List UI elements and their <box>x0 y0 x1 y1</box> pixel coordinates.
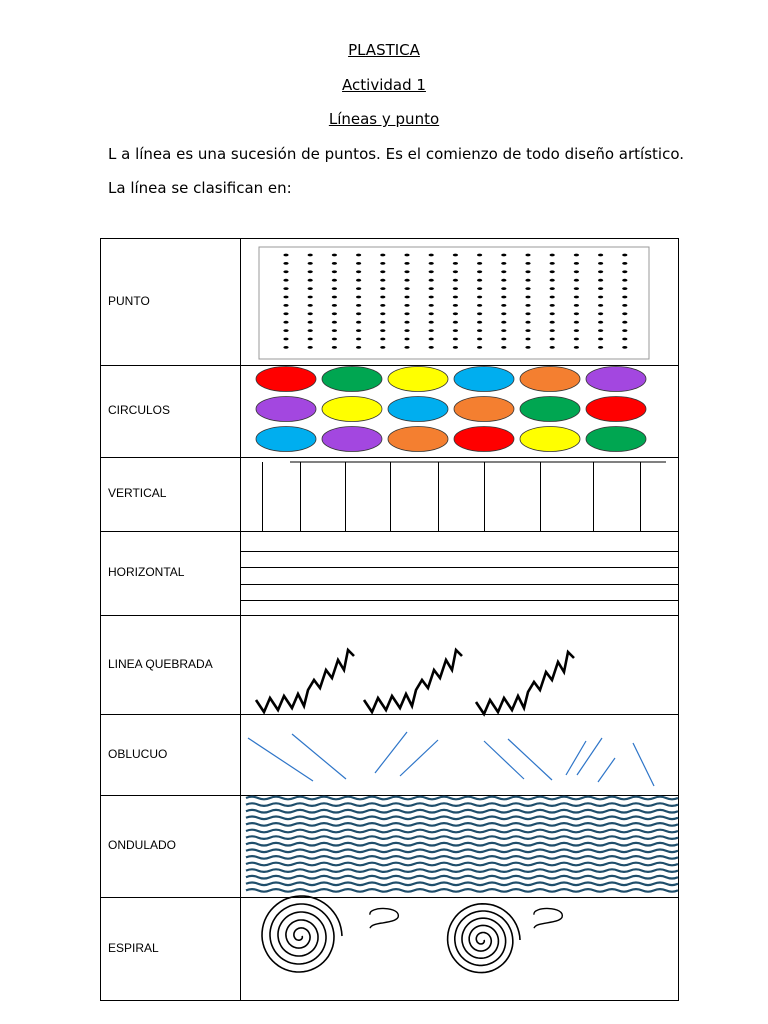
dot <box>598 346 603 349</box>
dot <box>501 329 506 332</box>
classify-text: La línea se clasifican en: <box>108 179 292 197</box>
dot <box>550 338 555 341</box>
dot <box>574 346 579 349</box>
row-label: LINEA QUEBRADA <box>108 656 213 671</box>
dot <box>574 296 579 299</box>
dot <box>332 321 337 324</box>
dot <box>525 346 530 349</box>
subject-title: PLASTICA <box>348 41 420 59</box>
dot <box>622 270 627 273</box>
dot <box>453 262 458 265</box>
dot <box>622 287 627 290</box>
dot <box>308 262 313 265</box>
dot <box>501 254 506 257</box>
dot <box>332 346 337 349</box>
dot <box>477 262 482 265</box>
dot <box>598 304 603 307</box>
dot <box>404 304 409 307</box>
colored-ovals-illustration <box>256 367 646 452</box>
dot <box>477 312 482 315</box>
dot <box>501 304 506 307</box>
dot <box>501 346 506 349</box>
dot <box>356 296 361 299</box>
dot <box>550 346 555 349</box>
dot <box>429 279 434 282</box>
wavy-line <box>246 803 678 806</box>
dot <box>574 287 579 290</box>
dot <box>453 329 458 332</box>
horizontal-lines-illustration <box>241 552 678 601</box>
dot <box>332 287 337 290</box>
color-oval <box>322 367 382 392</box>
dot <box>380 312 385 315</box>
dot <box>356 312 361 315</box>
dot <box>598 262 603 265</box>
zigzag-line <box>364 650 462 712</box>
dot <box>574 338 579 341</box>
wavy-line <box>246 810 678 813</box>
dot <box>525 254 530 257</box>
dot <box>404 346 409 349</box>
dot <box>283 270 288 273</box>
wavy-line <box>246 817 678 820</box>
dot <box>453 279 458 282</box>
dot <box>356 270 361 273</box>
dot <box>332 338 337 341</box>
oblique-line <box>400 740 438 776</box>
dot <box>332 254 337 257</box>
dot <box>380 338 385 341</box>
dot <box>622 279 627 282</box>
row-label: PUNTO <box>108 293 150 308</box>
dot <box>550 329 555 332</box>
dot <box>550 279 555 282</box>
dot <box>283 287 288 290</box>
dot <box>550 254 555 257</box>
dot <box>429 287 434 290</box>
dot <box>283 346 288 349</box>
dot <box>622 254 627 257</box>
dot <box>308 296 313 299</box>
dot <box>598 329 603 332</box>
dot <box>477 338 482 341</box>
wavy-line <box>246 830 678 833</box>
row-label: HORIZONTAL <box>108 565 185 579</box>
vertical-lines-illustration <box>263 462 667 531</box>
dot <box>308 321 313 324</box>
dot <box>429 338 434 341</box>
dot <box>356 329 361 332</box>
dot <box>525 287 530 290</box>
dot <box>550 296 555 299</box>
wavy-line <box>246 850 678 853</box>
color-oval <box>256 397 316 422</box>
dot <box>429 296 434 299</box>
wavy-line <box>246 797 678 800</box>
dot <box>525 270 530 273</box>
dot-grid-illustration <box>259 247 649 359</box>
activity-title: Actividad 1 <box>342 76 426 94</box>
dot <box>574 329 579 332</box>
dot <box>283 296 288 299</box>
dot <box>622 346 627 349</box>
wavy-line <box>246 843 678 846</box>
dot <box>356 287 361 290</box>
topic-title: Líneas y punto <box>328 110 440 128</box>
dot <box>574 254 579 257</box>
spiral-line <box>448 904 520 973</box>
color-oval <box>322 397 382 422</box>
dot <box>550 312 555 315</box>
dot <box>453 254 458 257</box>
dot <box>429 262 434 265</box>
color-oval <box>388 397 448 422</box>
dot <box>453 287 458 290</box>
oblique-line <box>598 758 615 782</box>
dot <box>308 329 313 332</box>
dot <box>356 321 361 324</box>
dot <box>404 296 409 299</box>
dot <box>404 262 409 265</box>
wavy-line <box>246 823 678 826</box>
oblique-line <box>484 741 524 779</box>
dot <box>453 304 458 307</box>
color-oval <box>256 427 316 452</box>
dot <box>380 346 385 349</box>
dot <box>356 346 361 349</box>
wavy-line <box>246 876 678 879</box>
oblique-lines-illustration <box>248 732 654 786</box>
dot <box>308 338 313 341</box>
dot <box>332 279 337 282</box>
dot <box>380 287 385 290</box>
dot <box>477 329 482 332</box>
dot <box>404 254 409 257</box>
dot <box>574 312 579 315</box>
color-oval <box>586 427 646 452</box>
zigzag-line <box>476 652 574 714</box>
dot <box>501 338 506 341</box>
color-oval <box>454 427 514 452</box>
dot <box>332 296 337 299</box>
dot <box>380 254 385 257</box>
color-oval <box>520 427 580 452</box>
dot <box>429 312 434 315</box>
dot <box>380 262 385 265</box>
dot <box>356 262 361 265</box>
dot <box>477 321 482 324</box>
dot <box>404 312 409 315</box>
dot <box>622 321 627 324</box>
zigzag-lines-illustration <box>256 650 574 714</box>
dot <box>380 270 385 273</box>
oblique-line <box>633 743 654 786</box>
dot <box>429 254 434 257</box>
dot <box>429 329 434 332</box>
dot <box>574 262 579 265</box>
dot <box>429 321 434 324</box>
dot <box>622 329 627 332</box>
dot <box>477 270 482 273</box>
color-oval <box>322 427 382 452</box>
dot <box>308 287 313 290</box>
wavy-line <box>246 869 678 872</box>
dot <box>283 329 288 332</box>
oblique-line <box>577 738 602 775</box>
wavy-line <box>246 863 678 866</box>
dot <box>501 270 506 273</box>
dot <box>404 270 409 273</box>
dot <box>283 321 288 324</box>
dot <box>453 338 458 341</box>
dot <box>574 279 579 282</box>
dot <box>332 262 337 265</box>
dot <box>525 296 530 299</box>
wavy-line <box>246 889 678 892</box>
dot <box>453 321 458 324</box>
color-oval <box>388 427 448 452</box>
dot <box>356 254 361 257</box>
dot <box>550 287 555 290</box>
dot <box>283 279 288 282</box>
dot <box>380 321 385 324</box>
dot <box>429 346 434 349</box>
dot <box>380 296 385 299</box>
dot <box>283 304 288 307</box>
oblique-line <box>508 739 552 780</box>
dot <box>622 312 627 315</box>
dot <box>525 338 530 341</box>
color-oval <box>388 367 448 392</box>
dot <box>501 287 506 290</box>
dot <box>525 304 530 307</box>
dot <box>598 312 603 315</box>
dot <box>501 262 506 265</box>
row-label: OBLUCUO <box>108 746 168 761</box>
dot <box>404 338 409 341</box>
color-oval <box>520 397 580 422</box>
dot <box>598 270 603 273</box>
dot <box>380 329 385 332</box>
dot <box>501 321 506 324</box>
zigzag-line <box>256 650 354 712</box>
spiral-line <box>262 896 342 972</box>
color-oval <box>586 367 646 392</box>
dot <box>404 279 409 282</box>
dot <box>477 346 482 349</box>
dot <box>525 312 530 315</box>
row-label: ESPIRAL <box>108 940 159 955</box>
intro-text: L a línea es una sucesión de puntos. Es el comienzo de todo diseño artístico. <box>108 145 685 163</box>
row-label: VERTICAL <box>108 486 167 500</box>
dot <box>332 329 337 332</box>
dot <box>598 321 603 324</box>
dot <box>598 287 603 290</box>
color-oval <box>454 397 514 422</box>
dot <box>332 304 337 307</box>
dot <box>622 262 627 265</box>
wavy-line <box>246 836 678 839</box>
dot <box>404 287 409 290</box>
dot <box>477 254 482 257</box>
dot <box>477 304 482 307</box>
wavy-line <box>246 856 678 859</box>
dot <box>380 304 385 307</box>
dot <box>308 346 313 349</box>
dot <box>501 312 506 315</box>
dot <box>622 304 627 307</box>
dot <box>598 279 603 282</box>
dot <box>501 296 506 299</box>
dot <box>356 279 361 282</box>
color-oval <box>256 367 316 392</box>
dot <box>283 312 288 315</box>
dot <box>308 304 313 307</box>
dot <box>501 279 506 282</box>
dot <box>332 270 337 273</box>
dot <box>550 321 555 324</box>
oblique-line <box>375 732 407 773</box>
dot <box>453 312 458 315</box>
dot <box>574 321 579 324</box>
dot <box>525 279 530 282</box>
dot <box>332 312 337 315</box>
coil-line <box>534 908 562 928</box>
dot <box>429 270 434 273</box>
dot <box>453 270 458 273</box>
dot <box>404 321 409 324</box>
color-oval <box>454 367 514 392</box>
dot <box>308 270 313 273</box>
dot <box>380 279 385 282</box>
table-frame <box>101 238 679 1001</box>
dot <box>622 338 627 341</box>
dot <box>525 329 530 332</box>
dot <box>283 338 288 341</box>
dot <box>453 346 458 349</box>
dot <box>477 296 482 299</box>
coil-line <box>370 908 398 928</box>
dot <box>283 262 288 265</box>
dot <box>525 321 530 324</box>
dot <box>622 296 627 299</box>
dot <box>574 270 579 273</box>
dot <box>308 312 313 315</box>
row-label: CIRCULOS <box>108 403 171 417</box>
oblique-line <box>566 741 586 775</box>
dot <box>550 262 555 265</box>
color-oval <box>586 397 646 422</box>
dot <box>598 254 603 257</box>
dot <box>308 279 313 282</box>
color-oval <box>520 367 580 392</box>
dot <box>453 296 458 299</box>
dot <box>477 279 482 282</box>
dot <box>550 304 555 307</box>
dot <box>550 270 555 273</box>
row-label: ONDULADO <box>108 838 177 852</box>
dot <box>356 338 361 341</box>
dot <box>404 329 409 332</box>
oblique-line <box>248 738 313 781</box>
dot <box>429 304 434 307</box>
dot <box>598 296 603 299</box>
dot <box>598 338 603 341</box>
dot <box>356 304 361 307</box>
dot <box>477 287 482 290</box>
wavy-line <box>246 883 678 886</box>
dot <box>525 262 530 265</box>
dot <box>574 304 579 307</box>
dot <box>283 254 288 257</box>
dot <box>308 254 313 257</box>
spiral-illustration <box>262 896 562 973</box>
wavy-lines-illustration <box>246 797 678 892</box>
